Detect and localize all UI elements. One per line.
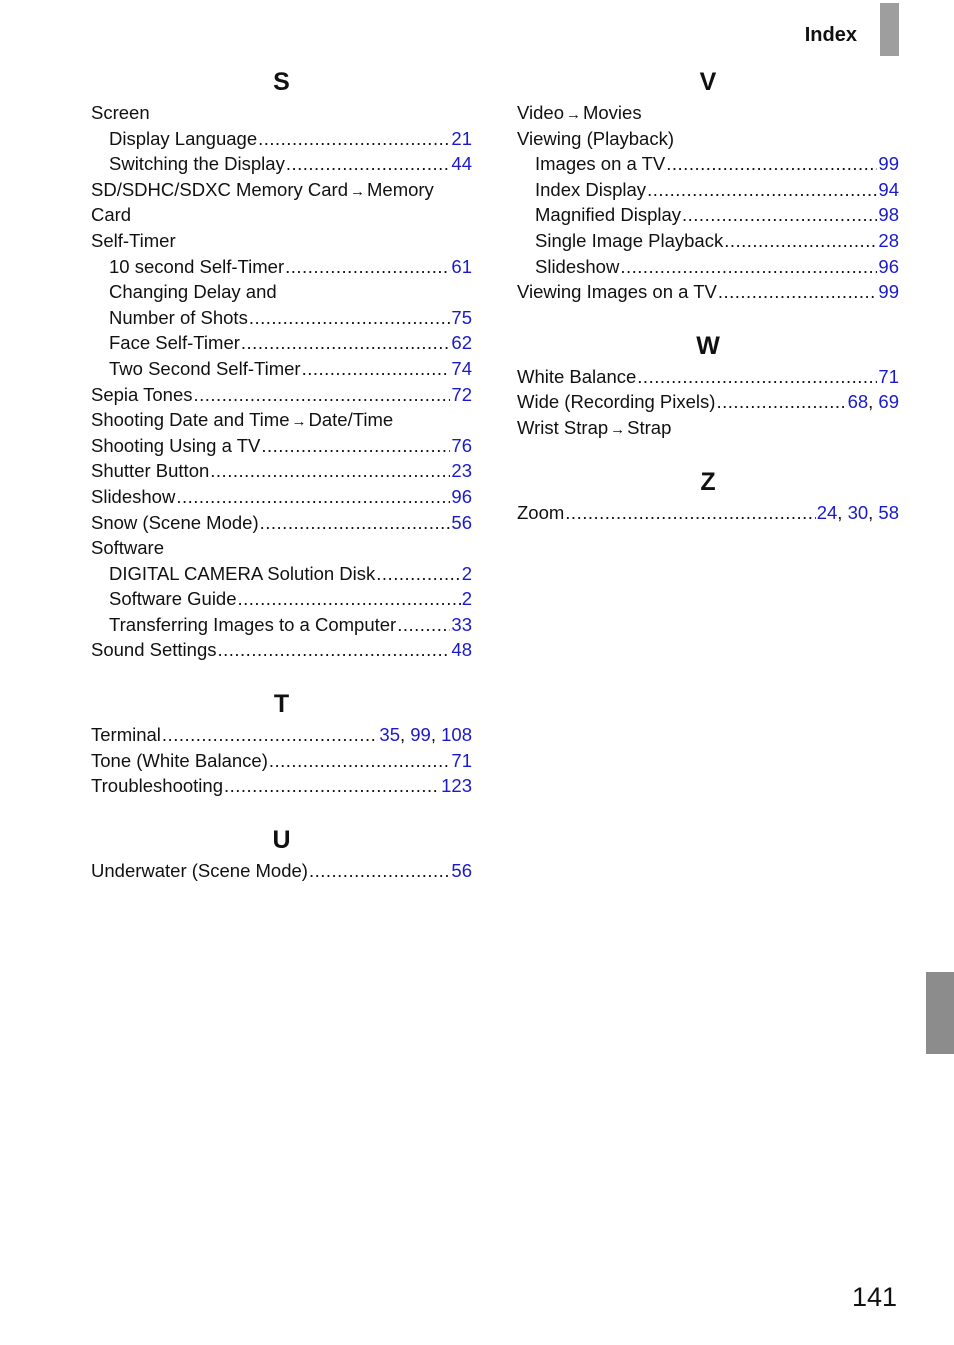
page-link[interactable]: 21 (451, 127, 472, 149)
index-subentry (91, 586, 472, 612)
index-entry (517, 126, 899, 152)
index-entry (91, 510, 472, 536)
page-refs (451, 305, 472, 331)
page-refs (878, 151, 899, 177)
dot-leader (176, 484, 450, 510)
see-reference: Date/Time (308, 409, 394, 431)
entry-label: Index Display (535, 178, 647, 200)
page-link[interactable]: 96 (451, 485, 472, 507)
index-subentry (517, 177, 899, 203)
page-refs (848, 389, 899, 415)
index-section (517, 62, 899, 305)
page-link[interactable]: 56 (451, 859, 472, 881)
page-link[interactable]: 23 (451, 460, 472, 482)
index-entry (91, 858, 472, 884)
arrow-right-icon: → (610, 420, 626, 438)
index-entry (91, 773, 472, 799)
index-entry (91, 228, 472, 254)
index-entry (517, 415, 899, 441)
page-separator: , (430, 724, 442, 746)
page-refs (451, 858, 472, 884)
entry-label: Images on a TV (535, 153, 666, 175)
entry-label: Transferring Images to a Computer (109, 613, 397, 635)
entry-label: Self-Timer (91, 229, 176, 251)
page-link[interactable]: 24 (816, 501, 838, 523)
page-refs (878, 228, 899, 254)
index-entry (91, 484, 472, 510)
section-letter: T (273, 690, 290, 719)
section-letter: W (696, 331, 720, 360)
index-section (517, 462, 899, 526)
dot-leader (238, 586, 461, 612)
see-reference: Memory (367, 178, 434, 200)
arrow-right-icon: → (565, 106, 581, 123)
section-letter: V (699, 68, 717, 96)
index-subentry (517, 202, 899, 228)
entry-label: Shooting Using a TV (91, 434, 261, 456)
page-link[interactable]: 62 (451, 332, 472, 354)
entry-label: Underwater (Scene Mode) (91, 859, 308, 881)
dot-leader (620, 254, 877, 280)
page-refs (441, 773, 472, 799)
dot-leader (285, 254, 450, 280)
page-separator: , (837, 501, 848, 523)
page-link[interactable]: 33 (451, 613, 472, 635)
page-refs (451, 510, 472, 536)
page-link[interactable]: 58 (878, 501, 899, 523)
index-entry (91, 637, 472, 663)
entry-label: Single Image Playback (535, 229, 724, 251)
entry-label: Viewing (Playback) (517, 127, 674, 149)
entry-label: Terminal (91, 724, 161, 746)
dot-leader (217, 637, 450, 663)
dot-leader (666, 151, 877, 177)
entry-label: Software Guide (109, 588, 237, 610)
index-subentry (91, 305, 472, 331)
page-refs (451, 612, 472, 638)
page-refs (451, 330, 472, 356)
index-subentry (91, 330, 472, 356)
page-link[interactable]: 108 (441, 724, 472, 746)
page-link[interactable]: 69 (878, 391, 899, 413)
page-refs (878, 202, 899, 228)
entry-label: Sepia Tones (91, 383, 193, 405)
index-section (91, 684, 472, 799)
index-entry (517, 500, 899, 526)
entry-label: Wrist Strap (517, 416, 609, 438)
dot-leader (269, 748, 451, 774)
entry-label: Screen (91, 102, 150, 123)
entry-label: Shooting Date and Time (91, 409, 290, 431)
page-link[interactable]: 94 (878, 178, 899, 200)
entry-label: Slideshow (91, 485, 176, 507)
page-refs (878, 364, 899, 390)
page-refs (462, 586, 472, 612)
index-entry (517, 364, 899, 390)
index-section (517, 326, 899, 441)
index-entry (517, 100, 899, 126)
entry-label: Software (91, 537, 165, 559)
index-subentry (91, 356, 472, 382)
index-column-right (517, 62, 899, 546)
page-link[interactable]: 68 (847, 391, 869, 413)
section-letter: U (272, 825, 291, 854)
index-subentry (517, 254, 899, 280)
arrow-right-icon: → (291, 413, 307, 431)
index-subentry (91, 126, 472, 152)
dot-leader (224, 773, 440, 799)
page-refs (379, 722, 472, 748)
dot-leader (286, 151, 451, 177)
page-link[interactable]: 35 (379, 724, 400, 746)
page-link[interactable]: 96 (878, 255, 899, 277)
entry-label: Troubleshooting (91, 775, 223, 797)
dot-leader (210, 458, 450, 484)
dot-leader (194, 382, 451, 408)
page-link[interactable]: 61 (451, 255, 472, 277)
header-section-tab (880, 3, 899, 56)
entry-label: DIGITAL CAMERA Solution Disk (109, 562, 376, 584)
entry-label: Video (517, 102, 564, 123)
index-entry (91, 535, 472, 561)
page-refs (451, 748, 472, 774)
dot-leader (682, 202, 877, 228)
index-entry (91, 177, 472, 203)
page-link[interactable]: 44 (451, 153, 472, 175)
entry-label: Magnified Display (535, 204, 682, 226)
page-link[interactable]: 123 (441, 775, 472, 797)
page-link[interactable]: 98 (878, 204, 899, 226)
index-subentry (517, 228, 899, 254)
page-link[interactable]: 99 (410, 724, 431, 746)
dot-leader (260, 510, 451, 536)
page-refs (451, 126, 472, 152)
page-refs (451, 433, 472, 459)
index-section (91, 820, 472, 884)
side-thumb-tab (926, 972, 954, 1054)
dot-leader (258, 126, 450, 152)
page-separator: , (399, 724, 411, 746)
entry-label: SD/SDHC/SDXC Memory Card (91, 178, 348, 200)
page-link[interactable]: 28 (878, 229, 899, 251)
page-refs (451, 382, 472, 408)
index-entry (91, 100, 472, 126)
page-link[interactable]: 75 (451, 306, 472, 328)
page-refs (878, 177, 899, 203)
page-header-title: Index (804, 24, 857, 46)
dot-leader (309, 858, 450, 884)
entry-label: Number of Shots (109, 306, 248, 328)
page-link[interactable]: 74 (451, 357, 472, 379)
entry-label: Display Language (109, 127, 258, 149)
page-link[interactable]: 72 (451, 383, 472, 405)
entry-label: Shutter Button (91, 460, 210, 482)
dot-leader (261, 433, 450, 459)
dot-leader (162, 722, 378, 748)
index-entry (91, 433, 472, 459)
entry-label: Changing Delay and (109, 281, 277, 303)
dot-leader (302, 356, 451, 382)
entry-label: Slideshow (535, 255, 620, 277)
index-entry (91, 722, 472, 748)
entry-label: Tone (White Balance) (91, 749, 268, 771)
page-refs (451, 484, 472, 510)
page-link[interactable]: 99 (878, 281, 899, 303)
index-entry (91, 407, 472, 433)
entry-label: 10 second Self-Timer (109, 255, 285, 277)
dot-leader (249, 305, 451, 331)
page-link[interactable]: 48 (451, 639, 472, 661)
entry-label: Zoom (517, 501, 565, 523)
index-subentry (91, 612, 472, 638)
dot-leader (637, 364, 877, 390)
page-link[interactable]: 56 (451, 511, 472, 533)
index-entry (517, 389, 899, 415)
index-subentry (91, 279, 472, 305)
page-refs (878, 254, 899, 280)
index-column-left (91, 62, 472, 904)
index-subentry (91, 254, 472, 280)
index-subentry (91, 561, 472, 587)
page-link[interactable]: 30 (847, 501, 869, 523)
dot-leader (647, 177, 877, 203)
page-separator: , (868, 391, 879, 413)
page-link[interactable]: 2 (461, 588, 472, 610)
page-link[interactable]: 76 (451, 434, 472, 456)
entry-label: Wide (Recording Pixels) (517, 391, 716, 413)
index-subentry (517, 151, 899, 177)
dot-leader (565, 500, 815, 526)
index-section (91, 62, 472, 663)
arrow-right-icon: → (350, 182, 365, 200)
page-refs (451, 458, 472, 484)
index-entry (91, 202, 472, 228)
dot-leader (724, 228, 877, 254)
section-letter: Z (700, 467, 716, 496)
entry-label: Card (91, 204, 132, 226)
page-separator: , (868, 501, 879, 523)
dot-leader (376, 561, 460, 587)
entry-label: Snow (Scene Mode) (91, 511, 259, 533)
dot-leader (397, 612, 450, 638)
index-entry (91, 458, 472, 484)
entry-label: Viewing Images on a TV (517, 281, 717, 303)
index-entry (91, 748, 472, 774)
page-refs (451, 637, 472, 663)
entry-label: Sound Settings (91, 639, 217, 661)
page-refs (878, 279, 899, 305)
entry-label: Two Second Self-Timer (109, 357, 301, 379)
dot-leader (716, 389, 846, 415)
entry-label: White Balance (517, 365, 637, 387)
page-link[interactable]: 99 (878, 153, 899, 175)
page-link[interactable]: 71 (878, 365, 899, 387)
page-link[interactable]: 2 (461, 562, 472, 584)
index-entry (91, 382, 472, 408)
page-refs (451, 254, 472, 280)
page-number: 141 (851, 1282, 897, 1312)
see-reference: Strap (627, 416, 672, 438)
page-link[interactable]: 71 (451, 749, 472, 771)
section-letter: S (273, 68, 290, 96)
dot-leader (241, 330, 451, 356)
page-refs (462, 561, 472, 587)
page-refs (451, 151, 472, 177)
dot-leader (718, 279, 878, 305)
page-refs (817, 500, 899, 526)
index-entry (517, 279, 899, 305)
entry-label: Face Self-Timer (109, 332, 240, 354)
entry-label: Switching the Display (109, 153, 285, 175)
see-reference: Movies (582, 102, 642, 123)
page-refs (451, 356, 472, 382)
index-subentry (91, 151, 472, 177)
